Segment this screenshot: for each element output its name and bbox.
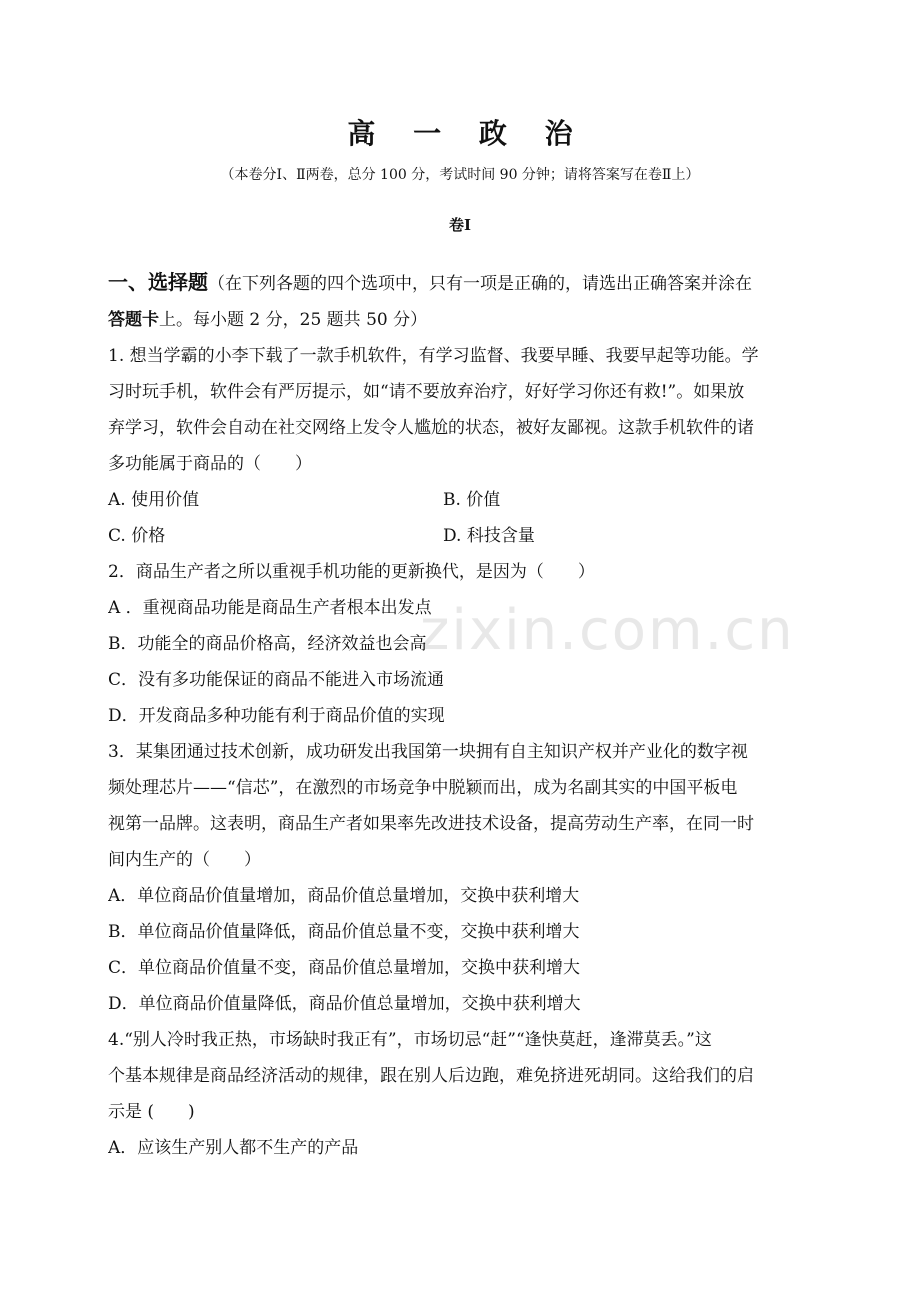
question-2-line-1: 2．商品生产者之所以重视手机功能的更新换代，是因为（ ） xyxy=(108,562,595,582)
question-1-line-1: 1. 想当学霸的小李下载了一款手机软件，有学习监督、我要早睡、我要早起等功能。学 xyxy=(108,346,759,366)
question-4-line-3: 示是 ( ) xyxy=(108,1102,195,1122)
section-heading: 一、选择题 xyxy=(108,270,208,294)
question-4-line-1: 4.“别人冷时我正热，市场缺时我正有”，市场切忌“赶”“逢快莫赶，逢滞莫丢。”这 xyxy=(108,1030,712,1050)
option-c: C．单位商品价值量不变，商品价值总量增加，交换中获利增大 xyxy=(108,958,581,978)
exam-subtitle: （本卷分Ⅰ、Ⅱ两卷，总分 100 分，考试时间 90 分钟；请将答案写在卷Ⅱ上） xyxy=(220,167,700,183)
section-instruction-1: （在下列各题的四个选项中，只有一项是正确的，请选出正确答案并涂在 xyxy=(208,274,752,294)
question-1-options-row-2 xyxy=(108,518,814,554)
question-3 xyxy=(108,734,814,1022)
option-b: B．功能全的商品价格高，经济效益也会高 xyxy=(108,634,427,654)
option-c: C. 价格 xyxy=(108,526,166,546)
exam-content xyxy=(108,262,814,1166)
question-3-line-1: 3．某集团通过技术创新，成功研发出我国第一块拥有自主知识产权并产业化的数字视 xyxy=(108,742,748,762)
question-1-options-row-1 xyxy=(108,482,814,518)
section-instruction-line xyxy=(108,302,814,338)
question-1 xyxy=(108,338,814,554)
question-3-line-3: 视第一品牌。这表明，商品生产者如果率先改进技术设备，提高劳动生产率，在同一时 xyxy=(108,814,754,834)
question-3-line-4: 间内生产的（ ） xyxy=(108,850,261,870)
watermark: zixin.com.cn xyxy=(420,598,795,663)
option-a: A．单位商品价值量增加，商品价值总量增加，交换中获利增大 xyxy=(108,886,580,906)
question-1-line-2: 习时玩手机，软件会有严厉提示，如“请不要放弃治疗，好好学习你还有救!”。如果放 xyxy=(108,382,745,402)
exam-title: 高 一 政 治 xyxy=(347,117,587,150)
section-heading-line xyxy=(108,262,814,302)
option-d: D．单位商品价值量降低，商品价值总量增加，交换中获利增大 xyxy=(108,994,581,1014)
option-a: A ．重视商品功能是商品生产者根本出发点 xyxy=(108,598,432,618)
option-d: D. 科技含量 xyxy=(443,526,535,546)
question-3-line-2: 频处理芯片——“信芯”，在激烈的市场竞争中脱颖而出，成为名副其实的中国平板电 xyxy=(108,778,738,798)
question-2 xyxy=(108,554,814,734)
option-b: B．单位商品价值量降低，商品价值总量不变，交换中获利增大 xyxy=(108,922,580,942)
option-a: A. 使用价值 xyxy=(108,490,200,510)
question-1-line-4: 多功能属于商品的（ ） xyxy=(108,454,312,474)
option-d: D．开发商品多种功能有利于商品价值的实现 xyxy=(108,706,445,726)
volume-label: 卷Ⅰ xyxy=(448,216,472,234)
option-a: A．应该生产别人都不生产的产品 xyxy=(108,1138,359,1158)
question-1-line-3: 弃学习，软件会自动在社交网络上发令人尴尬的状态，被好友鄙视。这款手机软件的诸 xyxy=(108,418,754,438)
answer-card-label: 答题卡 xyxy=(108,310,159,330)
option-b: B. 价值 xyxy=(443,490,501,510)
question-4-line-2: 个基本规律是商品经济活动的规律，跟在别人后边跑，难免挤进死胡同。这给我们的启 xyxy=(108,1066,754,1086)
option-c: C．没有多功能保证的商品不能进入市场流通 xyxy=(108,670,445,690)
question-4 xyxy=(108,1022,814,1166)
section-instruction-2: 上。每小题 2 分，25 题共 50 分） xyxy=(159,310,428,330)
